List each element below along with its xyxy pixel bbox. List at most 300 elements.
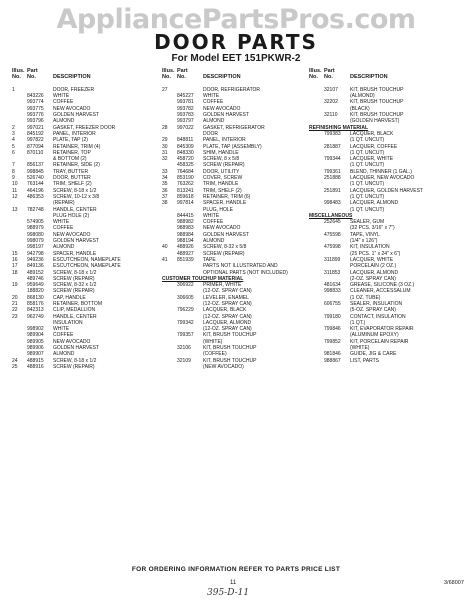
part-description: DOOR, REFRIGERATOR [203, 86, 261, 93]
part-number: 458325 [177, 162, 194, 169]
part-description: LACQUER, WHITE [350, 156, 394, 163]
document-number: 3/68007 [444, 580, 464, 586]
part-description: OPTIONAL PARTS (NOT INCLUDED) [203, 269, 288, 276]
header-part-no: No. [27, 74, 36, 81]
part-description: PANEL, INTERIOR [203, 137, 246, 144]
part-description: DOOR [203, 130, 218, 137]
illus-number: 13 [12, 206, 18, 213]
part-number: 306922 [177, 282, 194, 289]
part-description: (12-OZ. SPRAY CAN) [203, 288, 252, 295]
part-description: INSULATION [53, 319, 83, 326]
part-description: LACQUER, ALMOND [350, 269, 399, 276]
part-number: 488926 [177, 244, 194, 251]
parts-column-3 [309, 68, 467, 364]
part-description: (1 QT. UNCUT) [350, 162, 385, 169]
part-number: 877094 [27, 143, 44, 150]
part-description: SHIM, HANDLE [203, 149, 239, 156]
part-number: 842313 [27, 307, 44, 314]
part-description: SCREW (REPAIR) [53, 288, 95, 295]
part-number: 989907 [27, 351, 44, 358]
header-description: DESCRIPTION [53, 74, 91, 81]
part-number: 845309 [177, 143, 194, 150]
illus-number: 21 [12, 300, 18, 307]
part-description: (12-OZ. SPRAY CAN) [203, 326, 252, 333]
column-header [162, 68, 307, 81]
part-number: 988982 [177, 219, 194, 226]
column-header [12, 68, 160, 81]
illus-number: 8 [12, 168, 15, 175]
part-number: 486353 [27, 193, 44, 200]
part-description: SEALER, INSULATION [350, 300, 403, 307]
part-number: 993797 [177, 118, 194, 125]
part-number: 606755 [324, 300, 341, 307]
part-number: 458720 [177, 156, 194, 163]
part-description: (WHITE) [350, 345, 370, 352]
illus-number: 2 [12, 124, 15, 131]
part-number: 981846 [324, 351, 341, 358]
part-description: RETAINER, TRIM (4) [53, 143, 101, 150]
part-number: 32107 [324, 86, 338, 93]
part-description: LACQUER, NEW AVOCADO [350, 175, 415, 182]
part-description: SCREW, 8 x 5/8 [203, 156, 240, 163]
part-description: HANDLE, CENTER [53, 206, 97, 213]
part-description: HANDLE, CENTER [53, 313, 97, 320]
part-description: (NEW AVOCADO) [203, 363, 244, 370]
part-number: 763144 [27, 181, 44, 188]
part-number: 489152 [27, 269, 44, 276]
part-number: 853190 [177, 175, 194, 182]
illus-number: 10 [12, 181, 18, 188]
part-number: 488927 [177, 250, 194, 257]
parts-row [162, 270, 307, 276]
watermark: AppliancePartsPros.com [56, 4, 416, 35]
part-description: PLUG, HOLE [203, 206, 234, 213]
part-description: COFFEE [53, 99, 74, 106]
part-description: (GOLDEN HARVEST) [350, 118, 400, 125]
header-no: No. [12, 74, 21, 81]
part-number: 859618 [177, 193, 194, 200]
part-number: 997814 [177, 200, 194, 207]
part-number [324, 207, 350, 213]
part-description: WHITE [53, 219, 70, 226]
part-number: 799180 [324, 313, 341, 320]
part-number: 844415 [177, 212, 194, 219]
part-number: 799846 [324, 326, 341, 333]
part-number: 782748 [27, 206, 44, 213]
header-part: Part [177, 68, 188, 74]
illus-number: 33 [162, 168, 168, 175]
header-description: DESCRIPTION [203, 74, 241, 81]
part-number: 962749 [27, 313, 44, 320]
part-number: 993783 [177, 112, 194, 119]
part-description: SPACER, HANDLE [53, 250, 97, 257]
part-number: 849136 [27, 263, 44, 270]
part-number: 997822 [27, 137, 44, 144]
part-description: GOLDEN HARVEST [203, 231, 250, 238]
page-number: 11 [230, 580, 237, 586]
part-number: 481634 [324, 282, 341, 289]
parts-row [309, 118, 467, 124]
part-description: COVER, SCREW [203, 175, 243, 182]
part-description: NEW AVOCADO [53, 338, 91, 345]
part-description: RETAINER, SIDE (2) [53, 162, 100, 169]
part-description: COFFEE [53, 225, 74, 232]
part-number: 998483 [324, 200, 341, 207]
part-description: NEW AVOCADO [203, 225, 241, 232]
part-description: TRIM, HANDLE [203, 181, 239, 188]
part-description: KIT, PORCELAIN REPAIR [350, 338, 409, 345]
part-description: CLIP, MEDALLION [53, 307, 96, 314]
part-number: 799361 [324, 168, 341, 175]
part-description: SCREW (REPAIR) [53, 363, 95, 370]
illus-number: 11 [12, 187, 18, 194]
illus-number: 9 [12, 175, 15, 182]
part-number: 993796 [27, 118, 44, 125]
illus-number: 36 [162, 187, 168, 194]
part-description: ALMOND [53, 351, 75, 358]
part-description: LACQUER, ALMOND [350, 200, 399, 207]
illus-number: 16 [12, 256, 18, 263]
part-number: 306605 [177, 294, 194, 301]
part-number: 845227 [177, 93, 194, 100]
part-number: 848811 [177, 137, 194, 144]
part-description: NEW AVOCADO [53, 105, 91, 112]
illus-number: 4 [12, 137, 15, 144]
part-number: 993774 [27, 99, 44, 106]
part-description: COFFEE [203, 99, 224, 106]
illus-number: 15 [12, 250, 18, 257]
part-description: (ALUMINUM EPOXY) [350, 332, 399, 339]
part-description: & BOTTOM (2) [53, 156, 87, 163]
part-description: ALMOND [53, 118, 75, 125]
parts-row [12, 364, 160, 370]
part-description: WHITE [53, 93, 70, 100]
part-description: (1/4" x 126") [350, 238, 378, 245]
header-illus: Illus. [309, 68, 322, 74]
header-part: Part [324, 68, 335, 74]
part-description: (1 QT. UNCUT) [350, 149, 385, 156]
part-description: (1 QT. UNCUT) [350, 193, 385, 200]
part-number: 251888 [324, 175, 341, 182]
header-description: DESCRIPTION [350, 74, 388, 81]
part-number: 799344 [324, 156, 341, 163]
header-illus: Illus. [12, 68, 25, 74]
part-description: SCREW (REPAIR) [53, 275, 95, 282]
illus-number: 20 [12, 294, 18, 301]
part-number: 993776 [27, 112, 44, 119]
illus-number: 24 [12, 357, 18, 364]
part-description: (1 QT. UNCUT) [350, 137, 385, 144]
part-number: 858176 [27, 300, 44, 307]
part-description: BLEND, THINNER (1 GAL.) [350, 168, 412, 175]
part-description: COFFEE [203, 219, 224, 226]
part-number [177, 270, 203, 276]
part-description: GREASE, SILICONE (3 OZ.) [350, 282, 415, 289]
part-description: CAP, HANDLE [53, 294, 86, 301]
ordering-footer: FOR ORDERING INFORMATION REFER TO PARTS PRICE LIST [131, 566, 341, 573]
part-description: (2-OZ. SPRAY CAN) [350, 275, 396, 282]
header-part: Part [27, 68, 38, 74]
illus-number: 32 [162, 156, 168, 163]
part-description: WHITE [203, 93, 220, 100]
illus-number: 23 [12, 313, 18, 320]
parts-column-2 [162, 68, 307, 370]
part-number: 988983 [177, 225, 194, 232]
part-description: ESCUTCHEON, NAMEPLATE [53, 263, 121, 270]
illus-number: 29 [162, 137, 168, 144]
illus-number: 41 [162, 256, 168, 263]
illus-number: 17 [12, 263, 18, 270]
part-description: LIST, PARTS [350, 357, 379, 364]
part-number: 997021 [27, 124, 44, 131]
part-number: 949236 [27, 256, 44, 263]
part-description: (COFFEE) [203, 351, 227, 358]
parts-row [309, 358, 467, 364]
part-number: 251891 [324, 187, 341, 194]
part-description: KIT, BRUSH TOUCHUP [350, 99, 404, 106]
part-description: CLEANER, ACCESSALUM [350, 288, 411, 295]
illus-number: 27 [162, 86, 168, 93]
page-title: DOOR PARTS [154, 30, 318, 54]
part-number: 799342 [177, 319, 194, 326]
part-description: PARTS NOT ILLUSTRATED AND [203, 263, 278, 270]
part-description: LACQUER, BLACK [203, 307, 247, 314]
part-description: (REPAIR) [53, 200, 75, 207]
part-number: 959649 [27, 282, 44, 289]
part-description: GOLDEN HARVEST [53, 112, 100, 119]
part-description: LACQUER, BLACK [350, 130, 394, 137]
part-number: 845192 [27, 130, 44, 137]
part-number: 32106 [177, 345, 191, 352]
part-number: 574905 [27, 219, 44, 226]
illus-number: 22 [12, 307, 18, 314]
part-number: 989904 [27, 332, 44, 339]
section-heading: CUSTOMER TOUCHUP MATERIAL [162, 275, 244, 282]
part-number: 799357 [177, 332, 194, 339]
part-number: 988867 [324, 357, 341, 364]
part-description: WHITE [53, 326, 70, 333]
part-description: ALMOND [203, 118, 225, 125]
illus-number: 38 [162, 200, 168, 207]
part-number: 848330 [177, 149, 194, 156]
part-number: 475998 [324, 244, 341, 251]
part-description: (WHITE) [203, 338, 223, 345]
part-number: 188820 [27, 288, 44, 295]
header-part-no: No. [324, 74, 333, 81]
part-description: ESCUTCHEON, NAMEPLATE [53, 256, 121, 263]
part-number: 799852 [324, 338, 341, 345]
part-description: GOLDEN HARVEST [53, 345, 100, 352]
part-description: PORCELAIN (2 OZ.) [350, 263, 397, 270]
part-description: SCREW (REPAIR) [203, 250, 245, 257]
part-number: 475598 [324, 231, 341, 238]
part-description: RETAINER, TRIM (6) [203, 193, 251, 200]
section-heading: REFINISHING MATERIAL [309, 124, 369, 131]
part-description: (1 QT.) [350, 319, 366, 326]
part-number: 993782 [177, 105, 194, 112]
part-number: 252645 [324, 219, 341, 226]
illus-number: 19 [12, 282, 18, 289]
part-number [324, 118, 350, 124]
part-number: 813241 [177, 187, 194, 194]
part-description: GASKET, REFRIGERATOR [203, 124, 265, 131]
illus-number: 12 [12, 193, 18, 200]
illus-number: 6 [12, 149, 15, 156]
part-description: CONTACT, INSULATION [350, 313, 406, 320]
part-description: DOOR, FREEZER [53, 86, 95, 93]
part-description: (BLACK) [350, 105, 370, 112]
part-number: 311853 [324, 269, 341, 276]
part-number: 998080 [27, 231, 44, 238]
part-description: SEALER, GUM [350, 219, 385, 226]
part-description: SCREW, 10-12 x 3/8 [53, 193, 100, 200]
handwritten-note: 395-D-11 [207, 588, 250, 598]
part-description: SPACER, HANDLE [203, 200, 247, 207]
parts-row [162, 364, 307, 370]
part-description: TRIM, SHELF (2) [203, 187, 242, 194]
part-description: KIT, BRUSH TOUCHUP [203, 357, 257, 364]
part-number: 489746 [27, 275, 44, 282]
part-description: KIT, BRUSH TOUCHUP [203, 345, 257, 352]
illus-number [309, 118, 324, 124]
part-description: KIT, BRUSH TOUCHUP [350, 86, 404, 93]
part-description: KIT, BRUSH TOUCHUP [350, 112, 404, 119]
part-description: SCREW, 8-18 x 1/2 [53, 187, 97, 194]
part-number: 32202 [324, 99, 338, 106]
part-description: SCREW (REPAIR) [203, 162, 245, 169]
illus-number [162, 270, 177, 276]
part-number: 942798 [27, 250, 44, 257]
part-number: 843226 [27, 93, 44, 100]
illus-number: 28 [162, 124, 168, 131]
part-description: PLATE, TAP (ASSEMBLY) [203, 143, 262, 150]
part-description: PANEL, INTERIOR [53, 130, 96, 137]
part-description: TAPE, VINYL [350, 231, 380, 238]
part-description: TRIM, SHELF (2) [53, 181, 92, 188]
part-description: GASKET, FREEZER DOOR [53, 124, 116, 131]
part-description: PLUG HOLE (2) [53, 212, 90, 219]
part-number: 989905 [27, 338, 44, 345]
part-description: LACQUER, COFFEE [350, 143, 398, 150]
part-description: PRIMER, WHITE [203, 282, 242, 289]
illus-number [309, 358, 324, 364]
part-description: (32 PCS. 3/16" x 7") [350, 225, 395, 232]
part-number: 764684 [177, 168, 194, 175]
part-description: SCREW, 8-18 x 1/2 [53, 269, 97, 276]
part-description: COFFEE [53, 332, 74, 339]
part-description: DOOR, UTILITY [203, 168, 240, 175]
illus-number: 40 [162, 244, 168, 251]
part-description: LACQUER, WHITE [350, 256, 394, 263]
part-number: 988194 [177, 238, 194, 245]
illus-number: 37 [162, 193, 168, 200]
part-description: (1 OZ. TUBE) [350, 294, 381, 301]
part-description: ALMOND [53, 244, 75, 251]
part-number: 464196 [27, 187, 44, 194]
part-number: 989906 [27, 345, 44, 352]
illus-number [162, 364, 177, 370]
part-number: 993781 [177, 99, 194, 106]
part-description: LACQUER, GOLDEN HARVEST [350, 187, 423, 194]
parts-row [309, 207, 467, 213]
part-description: SCREW, 8-32 x 1/2 [53, 282, 97, 289]
illus-number: 5 [12, 143, 15, 150]
part-description: KIT, INSULATION [350, 244, 390, 251]
header-no: No. [309, 74, 318, 81]
section-heading: MISCELLANEOUS [309, 212, 353, 219]
part-description: (1 QT. UNCUT) [350, 181, 385, 188]
part-number: 488915 [27, 357, 44, 364]
part-number: 796229 [177, 307, 194, 314]
parts-column-1 [12, 68, 160, 370]
part-description: ALMOND [203, 238, 225, 245]
illus-number: 18 [12, 269, 18, 276]
part-description: NEW AVOCADO [53, 231, 91, 238]
part-number: 32110 [324, 112, 338, 119]
part-number: 998197 [27, 244, 44, 251]
part-number: 993775 [27, 105, 44, 112]
header-part-no: No. [177, 74, 186, 81]
part-number: 870110 [27, 149, 44, 156]
part-description: NEW AVOCADO [203, 105, 241, 112]
part-number: 488916 [27, 363, 44, 370]
illus-number: 35 [162, 181, 168, 188]
part-description: GOLDEN HARVEST [203, 112, 250, 119]
part-description: DOOR, BUTTER [53, 175, 91, 182]
part-description: RETAINER, TOP [53, 149, 91, 156]
part-description: PLATE, TAP (2) [53, 137, 88, 144]
part-description: SCREW, 8-18 x 1/2 [53, 357, 97, 364]
illus-number: 3 [12, 130, 15, 137]
part-description: (5-OZ. SPRAY CAN) [350, 307, 396, 314]
part-number: 997022 [177, 124, 194, 131]
column-header [309, 68, 467, 81]
part-description: TRAY, BUTTER [53, 168, 89, 175]
part-number: 998845 [27, 168, 44, 175]
part-description: TAPE [203, 256, 216, 263]
part-description: (ALMOND) [350, 93, 375, 100]
header-no: No. [162, 74, 171, 81]
part-description: (12-OZ. SPRAY CAN) [203, 300, 252, 307]
illus-number: 25 [12, 363, 18, 370]
illus-number: 34 [162, 175, 168, 182]
model-line: For Model EET 151PKWR-2 [171, 53, 301, 64]
illus-number: 31 [162, 149, 168, 156]
part-description: GOLDEN HARVEST [53, 238, 100, 245]
part-number: 851939 [177, 256, 194, 263]
part-description: LACQUER, ALMOND [203, 319, 252, 326]
part-description: KIT, BRUSH TOUCHUP [203, 332, 257, 339]
part-number: 868130 [27, 294, 44, 301]
part-number: 856137 [27, 162, 44, 169]
part-number: 281887 [324, 143, 341, 150]
part-number: 311899 [324, 256, 341, 263]
part-description: LEVELER, ENAMEL [203, 294, 249, 301]
part-number: 763262 [177, 181, 194, 188]
part-number: 998902 [27, 326, 44, 333]
part-number [177, 364, 203, 370]
part-number: 998079 [27, 238, 44, 245]
part-description: KIT, EVAPORATOR REPAIR [350, 326, 414, 333]
part-description: WHITE [203, 212, 220, 219]
part-description: RETAINER, BOTTOM [53, 300, 102, 307]
part-number: 526740 [27, 175, 44, 182]
illus-number: 1 [12, 86, 15, 93]
part-description: GUIDE, JIG & CARE [350, 351, 397, 358]
illus-number: 30 [162, 143, 168, 150]
part-description: (25 PCS. 1" x 24" x 6") [350, 250, 401, 257]
header-illus: Illus. [162, 68, 175, 74]
